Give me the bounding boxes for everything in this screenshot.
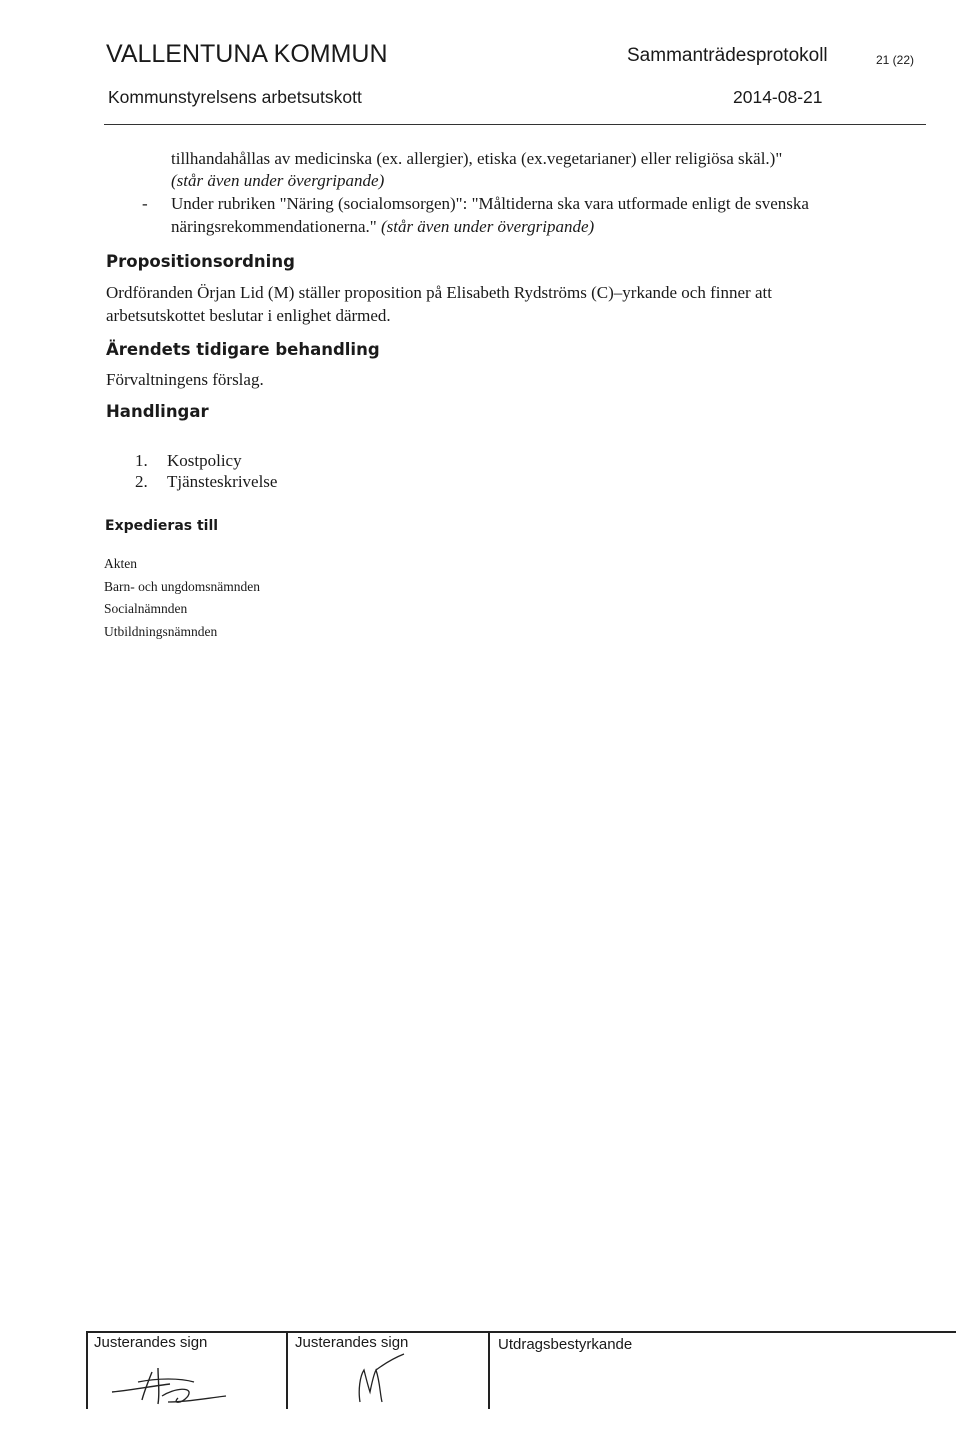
bullet-dash: - <box>142 194 148 213</box>
signature-label-2: Justerandes sign <box>295 1334 409 1351</box>
list-item: Kostpolicy <box>167 451 242 470</box>
tidigare-behandling-heading: Ärendets tidigare behandling <box>106 340 380 359</box>
list-item-number: 2. <box>135 472 148 491</box>
bullet-text-line: Under rubriken "Näring (socialomsorgen)": "Måltiderna ska vara utformade enligt de svenska <box>171 194 809 213</box>
propositionsordning-heading: Propositionsordning <box>106 252 295 271</box>
page-number: 21 (22) <box>876 53 915 67</box>
signature-table-left-rule <box>86 1331 88 1409</box>
signature-table-divider <box>286 1331 288 1409</box>
handlingar-heading: Handlingar <box>106 402 209 421</box>
document-type: Sammanträdesprotokoll <box>627 45 828 66</box>
bullet-text-line-2 <box>171 216 594 238</box>
recipient-item: Akten <box>104 556 137 571</box>
list-item-number: 1. <box>135 451 148 470</box>
recipient-item: Socialnämnden <box>104 601 188 616</box>
list-item: Tjänsteskrivelse <box>167 472 278 491</box>
recipient-item: Barn- och ungdomsnämnden <box>104 579 260 594</box>
signature-label-3: Utdragsbestyrkande <box>498 1336 633 1353</box>
signature-table-top-rule <box>86 1331 956 1333</box>
header-divider <box>104 124 926 125</box>
proposition-text-line: Ordföranden Örjan Lid (M) ställer proposition på Elisabeth Rydströms (C)–yrkande och finner att <box>106 283 772 302</box>
continued-text-line: tillhandahållas av medicinska (ex. allergier), etiska (ex.vegetarianer) eller religiösa skäl.)" <box>171 149 783 168</box>
tidigare-behandling-text: Förvaltningens förslag. <box>106 370 264 389</box>
organization-name: VALLENTUNA KOMMUN <box>106 40 388 68</box>
handwritten-signature-2 <box>330 1352 420 1408</box>
signature-table-divider <box>488 1331 490 1409</box>
recipient-item: Utbildningsnämnden <box>104 624 218 639</box>
committee-name: Kommunstyrelsens arbetsutskott <box>108 87 362 107</box>
bullet-text-plain: näringsrekommendationerna." <box>171 217 381 236</box>
meeting-date: 2014-08-21 <box>733 87 823 107</box>
signature-label-1: Justerandes sign <box>94 1334 208 1351</box>
continued-text-note: (står även under övergripande) <box>171 171 385 190</box>
bullet-text-note: (står även under övergripande) <box>380 217 595 236</box>
proposition-text-line-2: arbetsutskottet beslutar i enlighet därmed. <box>106 306 391 325</box>
expedieras-heading: Expedieras till <box>105 518 219 534</box>
handwritten-signature-1 <box>108 1362 238 1412</box>
